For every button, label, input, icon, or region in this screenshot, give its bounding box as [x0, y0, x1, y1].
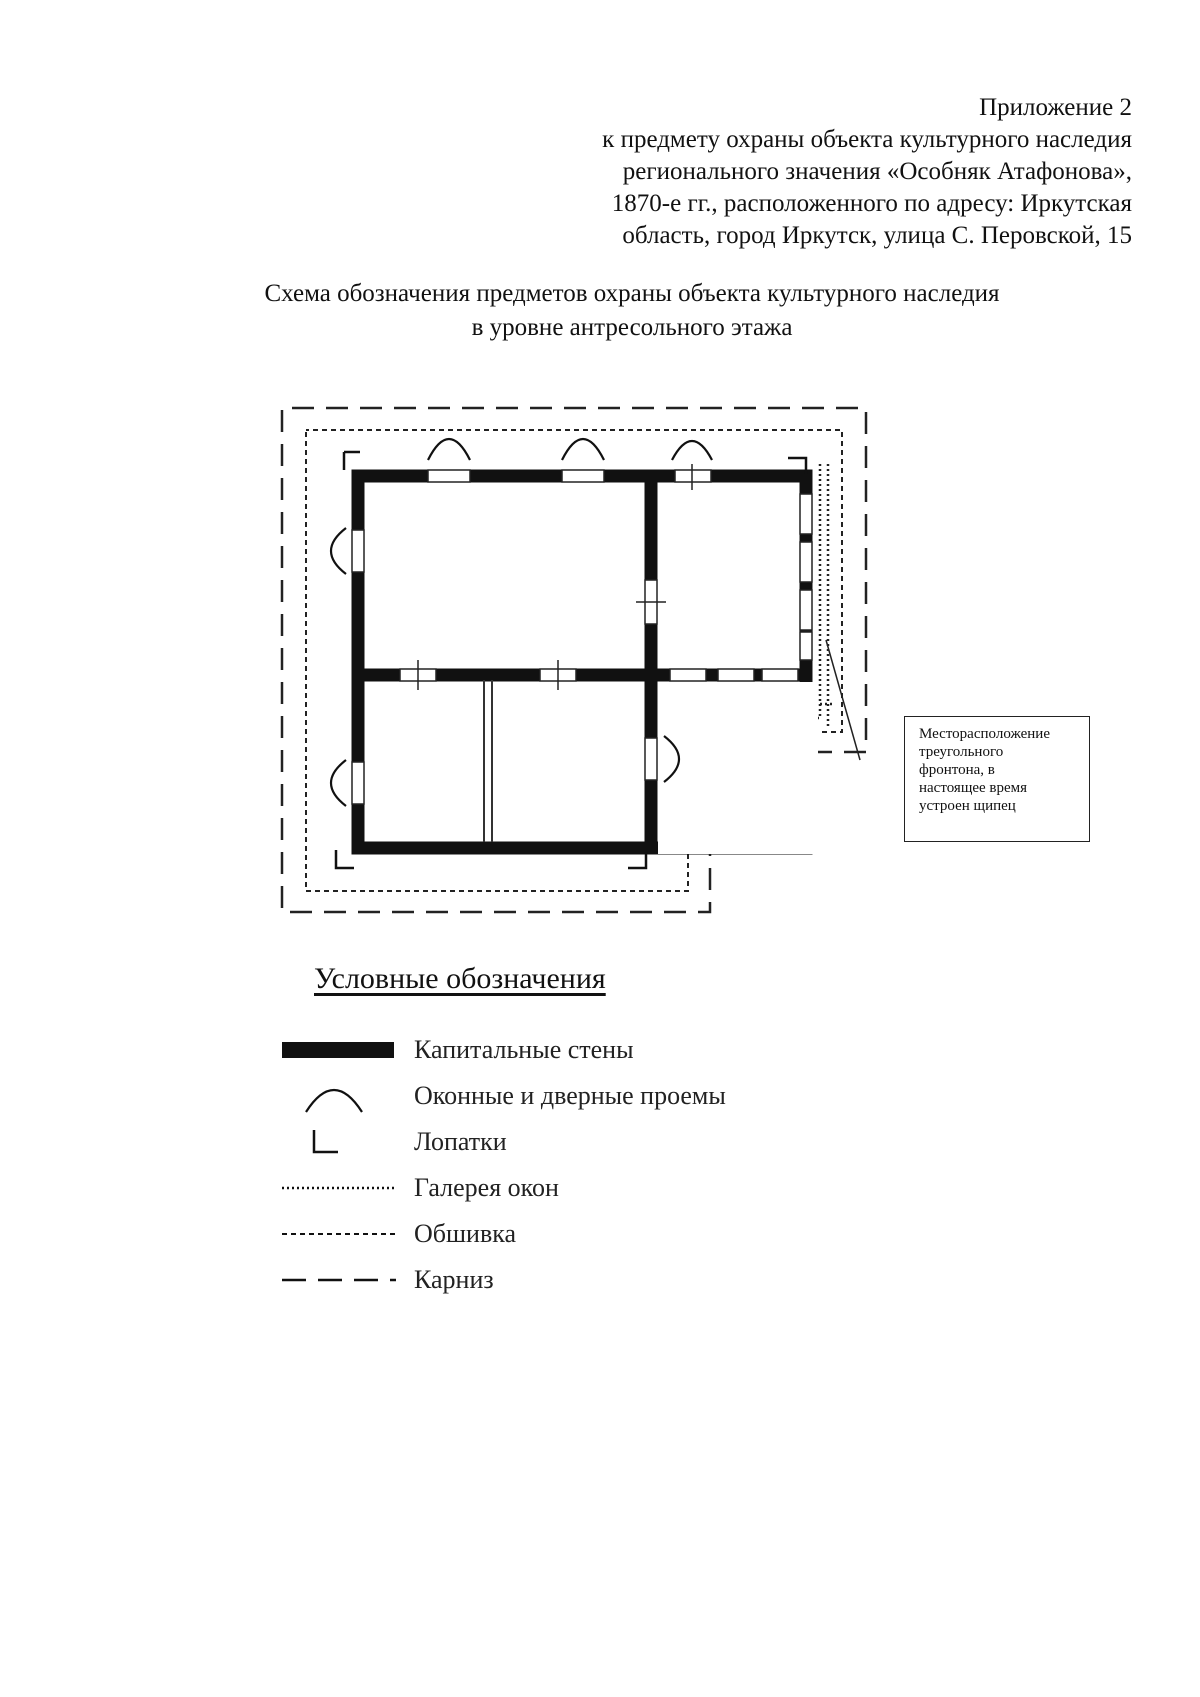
- legend-item-pilasters: [280, 1122, 840, 1162]
- appendix-line: область, город Иркутск, улица С. Перовской, 15: [622, 222, 1132, 249]
- callout-box: [904, 716, 1090, 842]
- legend-label: Лопатки: [414, 1127, 507, 1156]
- callout-line: настоящее время: [919, 780, 1028, 796]
- legend-label: Обшивка: [414, 1219, 516, 1248]
- callout-line: устроен щипец: [919, 798, 1016, 814]
- appendix-line: регионального значения «Особняк Атафонова»,: [622, 158, 1132, 185]
- legend-item-cornice: [280, 1260, 840, 1300]
- legend-label: Галерея окон: [414, 1173, 559, 1202]
- interior-partition: [484, 680, 492, 842]
- legend-item-window-gallery: [280, 1168, 840, 1208]
- wall-gap-mask: [658, 682, 818, 854]
- legend-label: Карниз: [414, 1265, 494, 1294]
- callout-line: треугольного: [919, 744, 1004, 760]
- legend-title: Условные обозначения: [314, 962, 606, 995]
- thick-wall-line: [280, 1030, 400, 1070]
- legend-label: Капитальные стены: [414, 1035, 634, 1064]
- long-dashed-line: [280, 1260, 400, 1300]
- scheme-title-line-2: в уровне антресольного этажа: [471, 314, 793, 341]
- dotted-line: [280, 1168, 400, 1208]
- appendix-line: Приложение 2: [979, 94, 1132, 121]
- legend-item-capital-walls: [280, 1030, 840, 1070]
- legend-item-openings: [280, 1076, 840, 1116]
- appendix-line: 1870-е гг., расположенного по адресу: Иркутская: [611, 190, 1132, 217]
- legend-item-sheathing: [280, 1214, 840, 1254]
- arc-opening-icon: [280, 1076, 400, 1116]
- short-dashed-line: [280, 1214, 400, 1254]
- callout-line: фронтона, в: [919, 762, 995, 778]
- appendix-line: к предмету охраны объекта культурного наследия: [602, 126, 1132, 153]
- pilaster-corner-icon: [280, 1122, 400, 1162]
- callout-line: Месторасположение: [919, 726, 1050, 742]
- scheme-title-line-1: Схема обозначения предметов охраны объекта культурного наследия: [264, 280, 1000, 307]
- legend-label: Оконные и дверные проемы: [414, 1081, 726, 1110]
